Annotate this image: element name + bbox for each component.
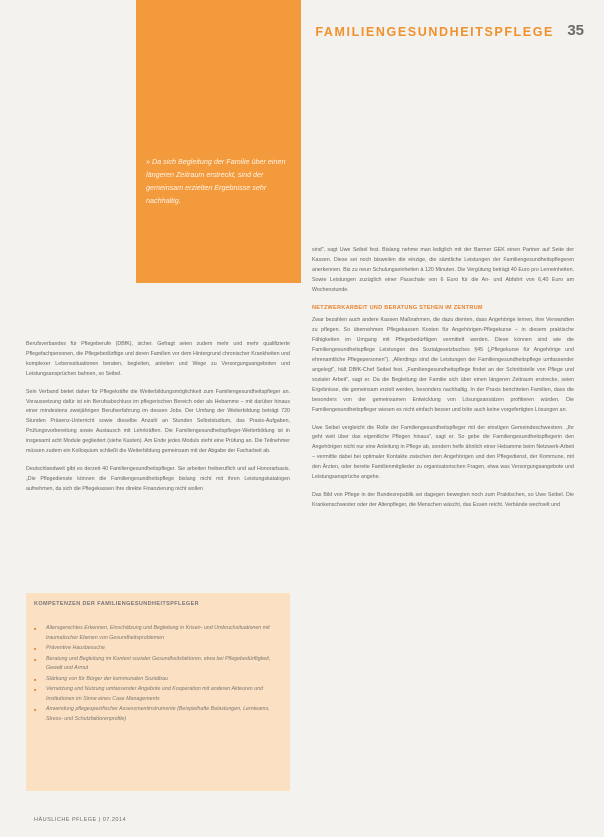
right-paragraph-2: Zwar bezahlen auch andere Kassen Maßnahmen, die dazu dienten, dass Angehörige lernen, ihre Verwandten zu pflegen. So übernehmen Pflegekassen Kosten für Angehörigen-Pflegekurse – in diesem praktische Fähigkeiten im Umgang mit Pflegebedürftigen vermittelt werden. Diese können sind wie die Familiengesundheitspflege Leistungen des Sozialgesetzbuches §45 („Pflegekurse für Angehörige und ehrenamtliche Pflegepersonen"). „Allerdings sind die Leistungen der Familiengesundheitspflege umfassender angelegt", hält DBfK-Chef Seibel fest. „Familiengesundheitspflege findet an der Schnittstelle von Pflege und sozialer Arbeit", sagt er. Da die Begleitung der Familie sich über einen längeren Zeitraum erstrecke, seien Ergebnisse, die gemeinsam erzielt werden, besonders nachhaltig. In der Praxis berichteten Familien, dass die besonders von der gemeinsamen Entwicklung von Lösungsansätzen profitieren würden. Die Familiengesundheitspfleger wiesen es nicht einfach besser und böte auch keine vorgefertigten Lösungen an.: [312, 317, 574, 413]
list-item: ■ Altersgerechtes Erkennen, Einschätzung und Begleitung in Krisen- und Umbruchsituationen mit traumatischer Ebenen von Gesundheitsproblemen: [34, 624, 282, 644]
pull-quote: » Da sich Begleitung der Familie über einen längeren Zeitraum erstreckt, sind der gemeinsam erzielten Ergebnisse sehr nachhaltig.: [146, 157, 286, 205]
right-paragraph-1: sind", sagt Uwe Seibel fest. Bislang nehme man lediglich mit der Barmer GEK einen Partner auf Seite der Kassen. Diese sei noch bisweilen die einzige, die sämtliche Leistungen der Familiengesundheitspflegeren anerkennen. Bis zu neun Schulungseinheiten à 120 Minuten. Die Vergütung beträgt 40 Euro pro Lerneinheiten. Sowie Leistungen zuzüglich einer Pauschale von 6 Euro für die An- und Abfahrt von 6,40 Euro am Wochenstunde.: [312, 247, 574, 293]
list-item: ■ Anwendung pflegespezifischer Assessmentinstrumente (Beispielhafte Belastungen, Lernteams, Stress- und Schutzfaktorenprofile): [34, 705, 282, 725]
competencies-title: KOMPETENZEN DER FAMILIENGESUNDHEITSPFLEGER: [34, 601, 200, 607]
pull-quote-box: [136, 0, 301, 283]
right-subheading: NETZWERKARBEIT UND BERATUNG STEHEN IM ZENTRUM: [312, 304, 483, 311]
header-title: FAMILIENGESUNDHEITSPFLEGE: [315, 25, 554, 39]
list-item: ■ Präventive Hausbesuche: [34, 644, 282, 654]
competencies-list: [34, 624, 282, 726]
list-item: ■ Stärkung von für Bürger der kommunalen Sozialbau: [34, 675, 282, 685]
footer: HÄUSLICHE PFLEGE | 07.2014: [34, 817, 127, 823]
page-number: 35: [567, 22, 584, 39]
left-paragraph-2: Sein Verband bietet daher für Pflegekräfte die Weiterbildungsmöglichkeit zum Familiengesundheitspfleger an. Voraussetzung dafür ist ein Berufsabschluss im pflegerischen Bereich oder als Hebamme – mit darüber hinaus einer mindestens zweijährigen Berufserfahrung im dessen Jobs. Der Umfang der Weiterbildung beträgt 720 Stunden Präsenz-Unterricht sowie dieselbe Anzahl an Stunden Selbststudium, das Praxis-Aufgaben, Prüfungsvorbereitung sowie Austausch mit Lehrkräften. Die Familiengesundheitspfleger-Weiterbildung ist in insgesamt acht Module gegliedert (siehe Kasten). Am Ende jedes Moduls steht eine Prüfung an. Die Teilnehmer müssen zudem ein Kolloquium schließt die Weiterbildung gemeinsam mit der Abgabe der Facharbeit ab.: [26, 388, 290, 455]
left-paragraph-3: Deutschlandweit gibt es derzeit 40 Familiengesundheitspfleger. Sie arbeiten freiberuflich und auf Honorarbasis. „Die Pflegedienste können die Familiengesundheitspflege bislang nicht mit ihren Leistungskatalogen aufnehmen, da sich die Pflegekassen ihre direkte Finanzierung nicht wollen: [26, 465, 290, 492]
left-column: [26, 340, 290, 503]
left-paragraph-1: Berufsverbandes für Pflegeberufe (DBfK), sicher. Gefragt seien zudem mehr und mehr qualifizierte Pflegefachpersonen, die Pflegebedürftige und deren Familien vor dem Hintergrund chronischer Krankheiten und komplexer Lebenssituationen beraten, begleiten, anleiten und Wege zu Versorgungsangeboten und Leistungsansprüchen bahnen, so Seibel.: [26, 341, 290, 377]
right-column: [312, 246, 574, 519]
list-item: ■ Vernetzung und Nutzung umfassender Angebote und Kooperation mit anderen Akteuren und Institutionen im Sinne eines Case Managements: [34, 685, 282, 705]
right-paragraph-4: Das Bild von Pflege in der Bundesrepublik sei dagegen bewegten noch zum Praktischen, so Uwe Seibel. Die Krankenschwester oder der Altenpfleger, die Menschen wäscht, das Essen reicht. Verbände wechselt und: [312, 491, 574, 508]
list-item: ■ Beratung und Begleitung im Kontext sozialer Gesundheitsfaktoren, etwa bei Pflegebedürftigkeit, Gewalt und Armut: [34, 655, 282, 675]
right-paragraph-3: Uwe Seibel vergleicht die Rolle der Familiengesundheitspfleger mit der einstigen Gemeindeschwestern. „Ihr geht weit über das eigentliche Pflegen hinaus", sagt er. So gebe die Familiengesundheitspflegerin den Angehörigen nicht nur eine Anleitung in Pflege ab, sondern helfe ähnlich einer Hebamme beim Netzwerk-Arbeit – vermittle dabei bei optimaler Kontakte zwischen den Angehörigen und den Pflegedienst, der Kommune, mit den Ärzten, oder bereite Familienmitglieder zu organisatorischen Fragen, etwa was Versorgungsangebote und Leistungsansprüche angehe.: [312, 424, 574, 481]
